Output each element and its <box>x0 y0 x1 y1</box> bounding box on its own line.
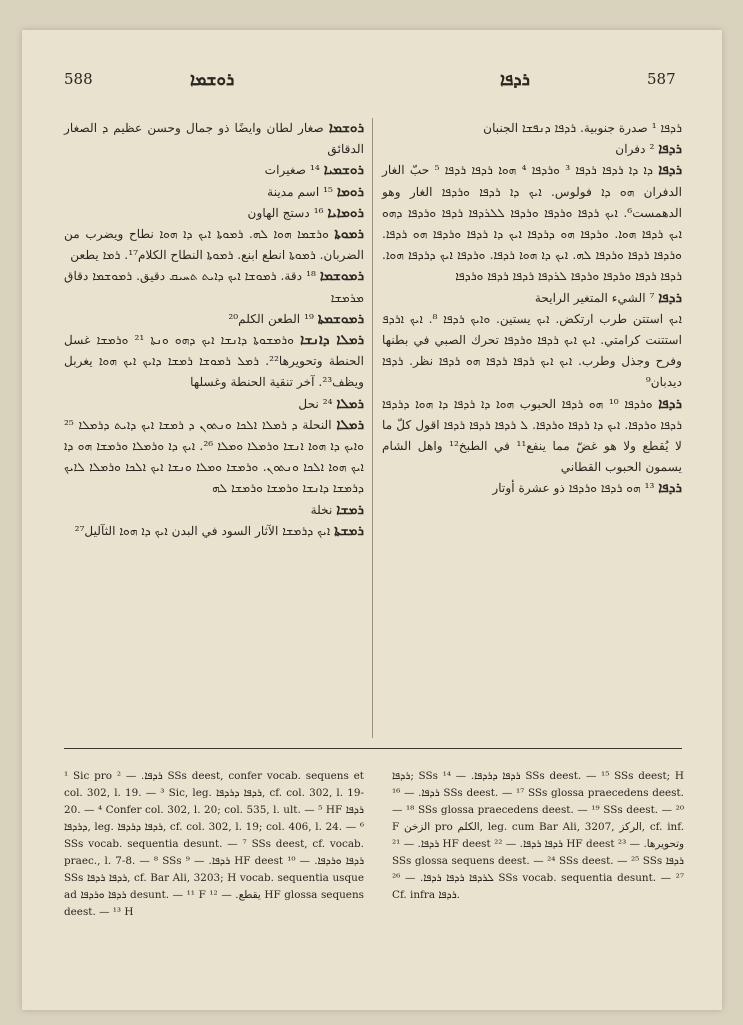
dictionary-entry <box>64 415 364 500</box>
entry-headword: ܪܡܘܫܡܐ <box>319 268 365 285</box>
entry-headword: ܪܘܡܐܝܐ <box>327 204 364 221</box>
dictionary-entry <box>382 394 682 479</box>
dictionary-entry <box>382 309 682 394</box>
dictionary-entry <box>64 330 364 394</box>
dictionary-entry <box>64 203 364 224</box>
footnotes-left <box>64 768 364 921</box>
entry-text: ܘܪܫܡܐ ܗܘܐ ܠܗ. ܪܡܘܬܐ ܐܝܟ ܕܐ ܗܘܐ نطاح ويضرب من الضربان. ܪܡܘܬܐ انطع ابنع. ܪܡܘܬܐ النطاح الكلام¹⁷. ܪܡܐ يطعن <box>64 227 364 263</box>
entry-headword: ܪܕܦܐ <box>658 141 682 158</box>
footnote-rule <box>64 748 682 749</box>
entry-text: ² دفران <box>615 142 655 157</box>
entry-headword: ܪܘܡܐ <box>336 183 364 200</box>
entry-headword: ܪܡܠܐ ܕܐܢܫܐ <box>300 332 365 349</box>
dictionary-entry <box>64 309 364 330</box>
dictionary-entry <box>382 139 682 160</box>
dictionary-entry <box>64 160 364 181</box>
entry-headword: ܪܡܫܐ <box>336 501 364 518</box>
entry-text: ¹⁹ الطعن الكلم²⁰ <box>228 311 314 326</box>
footnotes-right <box>392 768 684 904</box>
entry-text: ¹⁸ دقة. ܪܡܘܫܐ ܐܝܟ ܕܐܝܬ ܬܚܝܩ دقيق. ܪܡܘܫܡܐ دقاق ܡܪܡܫܐ <box>64 269 364 305</box>
entry-text: ܐܝܟ استتن طرب ارتكض. ܐܝܟ يستين. ܘܐܝܟ ܪܕܦܐ ⁸. ܐܝܟ ܐܪܕܦ استتنت كرامتي. ܐܝܟ ܐܝܟ ܪܕܦܐ ܘܪܕܦܐ تحرك الصبي في بطنها وفرح وجذل وطرب. ܐܝܟ ܐܝܟ ܪܕܦܐ ܪܕܦܐ ܗܘ ܪܕܦܐ نظر. ܪܕܦܐ ديدبان⁹ <box>382 311 682 390</box>
entry-headword: ܪܡܘܬܐ <box>334 226 364 243</box>
entry-headword: ܪܘܫܡܝܐ <box>323 162 364 179</box>
entry-text: ܪܕܦܐ ¹ صدرة جنوبية. ܪܕܦܐ ܕܢܦܫܐ الجنبان <box>483 121 682 135</box>
entry-text: ܐܝܟ ܕܪܡܫܐ الآثار السود في البدن ܐܝܟ ܕܐ ܗܘܐ الثآليل²⁷ <box>74 523 331 538</box>
footnote: ¹ Sic pro ܪܕܦܐ. — ² SSs deest, confer vocab. sequens et col. 302, l. 19. — ³ Sic, leg. ܪܕܦܐ ܕܪܕܦܐ, cf. col. 302, l. 19-20. — ⁴ Confer col. 302, l. 20; col. 535, l. ult. — ⁵ HF ܪܕܦܐ ܕܪܕܦܐ, leg. ܪܕܦܐ ܕܪܕܦܐ, cf. col. 302, l. 19; col. 406, l. 24. — ⁶ SSs vocab. sequentia desunt. — ⁷ SSs deest, cf. vocab. praec., l. 7-8. — ⁸ SSs ܪܕܦܐ. — ⁹ HF deest ܪܕܦܐ ܘܪܕܦܐ. — ¹⁰ SSs ܪܕܦܐ ܪܕܦܐ, cf. Bar Ali, 3203; H vocab. sequentia usque ad ܪܕܦܐ ܘܪܕܦܐ desunt. — ¹¹ F يقطع. — ¹² HF glossa sequens deest. — ¹³ H <box>64 770 365 918</box>
running-head-right: ܪܕܦܐ <box>500 70 530 90</box>
dictionary-entry <box>64 224 364 266</box>
dictionary-entry <box>64 394 364 415</box>
dictionary-entry <box>64 500 364 521</box>
entry-headword: ܪܕܦܐ <box>658 480 682 497</box>
entry-headword: ܪܡܠܐ <box>336 416 365 433</box>
entry-text: ²⁴ نحل <box>298 396 333 411</box>
entry-text: ܕܐ ܕܐ ܪܕܦܐ ܪܕܦܐ ³ ܘܪܕܦܐ ⁴ ܗܘܐ ܪܕܦܐ ܪܕܦܐ ⁵ حبّ الغار الدفران ܗܘ ܕܐ فولوس. ܐܝܟ ܕܐ ܪܕܦܐ ܘܪܕܦܐ الغار وهو الدهمست⁶. ܐܝܟ ܪܕܦܐ ܘܪܕܦܐ ܘܪܕܦܐ ܠܠܪܕܦܐ ܪܕܦܐ ܘܪܕܦܐ ܕܗܘ ܐܝܟ ܪܕܦܐ ܗܘܐ. ܘܪܕܦܐ ܗܘ ܕܪܕܦܐ ܐܝܟ ܕܐ ܪܕܦܐ ܘܪܕܦܐ ܗܘ ܪܕܦܐ. ܘܪܕܦܐ ܪܕܦܐ ܘܪܕܦܐ ܠܗ. ܐܝܟ ܕܐ ܗܘܐ ܪܕܦܐ. ܘܪܕܦܐ ܐܝܟ ܕܪܕܦܐ ܗܘܐ. ܪܕܦܐ ܪܕܦܐ ܘܪܕܦܐ ܘܪܕܦܐ ܠܪܕܦܐ ܪܕܦܐ ܪܕܦܐ ܘܪܕܦܐ <box>382 163 682 284</box>
entry-text: صغار لطان وايضًا ذو جمال وحسن عظيم ܕ الصغار الدقائق <box>64 121 364 157</box>
dictionary-entry <box>382 118 682 139</box>
entry-headword: ܪܕܦܐ <box>658 289 682 306</box>
entry-headword: ܪܕܦܐ <box>658 395 682 412</box>
running-head-left: ܪܘܫܡܐ <box>190 70 235 90</box>
right-column <box>382 118 682 500</box>
dictionary-entry <box>64 182 364 203</box>
entry-text: ܘܪܡܫܘܬܐ ܕܐܢܫܐ ܐܝܟ ܕܗܘ ܘܢܬܐ ²¹ ܘܪܡܫܐ غسل الحنطة وتحويرها²². ܪܡܠ ܪܡܘܫܐ ܪܡܫܐ ܕܐܝܟ ܐܝܟ ܗܘܐ يغربل ويظف²³. آخر تنقية الحنطة وغسلها <box>64 333 364 390</box>
entry-text: نخلة <box>310 502 333 517</box>
entry-text: ⁷ الشيء المتغير الرايحة <box>534 290 655 305</box>
page-number-left: 588 <box>64 70 93 88</box>
dictionary-entry <box>382 160 682 287</box>
entry-headword: ܪܕܦܐ <box>658 162 683 179</box>
left-column <box>64 118 364 542</box>
entry-text: ¹⁵ اسم مدينة <box>267 184 333 199</box>
entry-text: ¹⁴ صغيرات <box>264 163 320 178</box>
entry-headword: ܪܡܫܬܐ <box>334 522 364 539</box>
dictionary-entry <box>382 478 682 499</box>
book-page <box>22 30 722 1010</box>
dictionary-entry <box>64 266 364 308</box>
dictionary-entry <box>64 118 364 160</box>
page-number-right: 587 <box>647 70 676 88</box>
dictionary-entry <box>382 288 682 309</box>
entry-text: ¹⁶ دستج الهاون <box>247 205 324 220</box>
entry-headword: ܪܘܫܡܐ <box>328 120 365 136</box>
column-divider <box>372 118 373 738</box>
entry-headword: ܪܡܠܐ <box>336 395 364 412</box>
entry-text: ܘܪܕܦܐ ¹⁰ ܗܘ ܪܕܦܐ الحبوب ܗܘܐ ܕܐ ܪܕܦܐ ܕܐ ܗܘܐ ܕܪܕܦܐ ܪܕܦܐ ܘܪܕܦܐ. ܐܝܟ ܕܐ ܪܕܦܐ ܘܪܕܦܐ. ܠ ܪܕܦܐ ܪܕܦܐ ܪܕܦܐ اقول كلّ ما لا يُقطع ولا هو غضّ مما ينفع¹¹ في الطبخ¹² واهل الشام يسمون الحبوب القطاني <box>382 396 683 475</box>
entry-headword: ܪܡܘܫܡܬܐ <box>317 310 364 327</box>
entry-text: ¹³ ܗܘ ܪܕܦܐ ܘܪܕܦܐ ذو عشرة أوتار <box>492 481 655 496</box>
footnote: ܪܕܦܐ; SSs ܪܕܦܐ ܕܪܕܦܐ. — ¹⁴ SSs deest. — ¹⁵ SSs deest; H ܪܕܦܐ. — ¹⁶ SSs deest. — ¹⁷ SSs glossa praecedens deest. — ¹⁸ SSs glossa praecedens deest. — ¹⁹ SSs deest. — ²⁰ F الزخن pro الكلم, leg. cum Bar Ali, 3207, الركز, cf. inf. ܪܕܦܐ. — ²¹ HF deest ܪܕܦܐ ܪܕܦܐ. — ²² HF deest وتحويرها. — ²³ SSs glossa sequens deest. — ²⁴ SSs deest. — ²⁵ SSs ܪܕܦܐ ܠܪܕܦܐ ܪܕܦܐ ܪܕܦܐ. — ²⁶ SSs vocab. sequentia desunt. — ²⁷ Cf. infra ܪܕܦܐ. <box>392 770 685 901</box>
entry-text: النحلة ܕ ܪܡܠܐ ܐܠܟܐ ܘܢܬܘܢ ܕ ܪܡܫܐ ܐܝܟ ܕܐܝܬ ܕܪܡܠܐ ²⁵ ܘܐܝܟ ܕܐ ܗܘܐ ܐܢܫܐ ܘܪܡܠܐ ܘܡܠܐ ²⁶. ܐܝܟ ܕܐ ܘܪܡܠܐ ܘܪܡܫܐ ܗܘ ܕܐ ܐܝܟ ܗܘܐ ܐܠܟܐ ܘܢܬܘܢ. ܘܪܡܫܐ ܘܡܠܐ ܘܢܫܐ ܐܝܟ ܐܠܟܐ ܘܪܡܠܐ ܠܐܝܟ ܕܪܡܫܐ ܕܐܢܫܐ ܘܪܡܫܐ ܘܪܡܫܐ ܠܗ <box>64 417 364 496</box>
dictionary-entry <box>64 521 364 542</box>
